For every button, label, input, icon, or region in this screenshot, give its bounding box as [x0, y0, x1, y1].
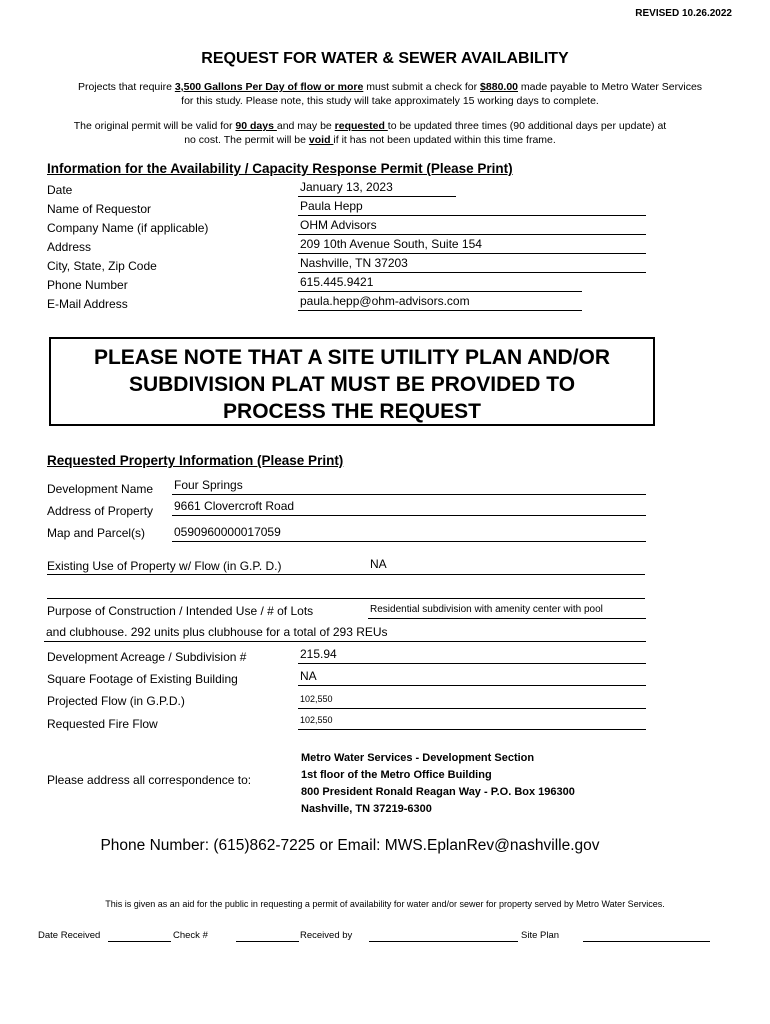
correspondence-label: Please address all correspondence to: [47, 773, 252, 787]
fire-flow-label: Requested Fire Flow [47, 717, 158, 731]
fee-notice [40, 80, 740, 108]
validity-text: to be updated three times (90 additional days per update) at [387, 120, 667, 132]
fee-amount: $880.00 [480, 81, 519, 93]
validity-requested: requested [334, 120, 388, 132]
phone-label: Phone Number [47, 278, 128, 292]
projected-flow-field[interactable]: 102,550 [298, 692, 646, 709]
aid-disclaimer: This is given as an aid for the public in requesting a permit of availability for water and/or sewer for property served by Metro Water Services. [105, 899, 665, 909]
mws-address-line: 1st floor of the Metro Office Building [301, 769, 492, 781]
existing-use-line [47, 563, 645, 575]
development-name-label: Development Name [47, 482, 154, 496]
sqft-label: Square Footage of Existing Building [47, 672, 238, 686]
requestor-section-heading: Information for the Availability / Capacity Response Permit (Please Print) [47, 161, 513, 176]
email-field[interactable]: paula.hepp@ohm-advisors.com [298, 294, 582, 311]
address-field[interactable]: 209 10th Avenue South, Suite 154 [298, 237, 646, 254]
purpose-label: Purpose of Construction / Intended Use / # of Lots [47, 604, 314, 618]
date-received-label: Date Received [38, 930, 101, 941]
parcel-field[interactable]: 0590960000017059 [172, 525, 646, 542]
site-plan-notice-box [49, 337, 655, 426]
fee-text: made payable to Metro Water Services [518, 81, 703, 93]
property-address-label: Address of Property [47, 504, 154, 518]
purpose-field[interactable]: Residential subdivision with amenity center with pool [368, 602, 646, 619]
mws-address [301, 750, 575, 818]
acreage-label: Development Acreage / Subdivision # [47, 650, 247, 664]
validity-void: void [308, 134, 334, 146]
mws-address-line: Metro Water Services - Development Section [301, 752, 535, 764]
validity-text: and may be [276, 120, 335, 132]
address-label: Address [47, 240, 92, 254]
site-plan-label: Site Plan [521, 930, 560, 941]
projected-flow-label: Projected Flow (in G.P.D.) [47, 694, 185, 708]
email-label: E-Mail Address [47, 297, 128, 311]
check-line[interactable] [236, 930, 299, 942]
validity-notice [20, 119, 720, 147]
date-label: Date [47, 183, 73, 197]
validity-text: if it has not been updated within this time frame. [333, 134, 556, 146]
purpose-continued-field[interactable]: and clubhouse. 292 units plus clubhouse for a total of 293 REUs [44, 625, 646, 642]
form-title: REQUEST FOR WATER & SEWER AVAILABILITY [201, 50, 569, 67]
validity-text: The original permit will be valid for [73, 120, 236, 132]
city-field[interactable]: Nashville, TN 37203 [298, 256, 646, 273]
property-section-heading: Requested Property Information (Please Print) [47, 453, 344, 468]
received-by-label: Received by [300, 930, 353, 941]
parcel-label: Map and Parcel(s) [47, 526, 146, 540]
requestor-name-field[interactable]: Paula Hepp [298, 199, 646, 216]
notice-line: PROCESS THE REQUEST [223, 400, 481, 423]
sqft-field[interactable]: NA [298, 669, 646, 686]
notice-line: SUBDIVISION PLAT MUST BE PROVIDED TO [128, 373, 576, 396]
fire-flow-field[interactable]: 102,550 [298, 713, 646, 730]
property-address-field[interactable]: 9661 Clovercroft Road [172, 499, 646, 516]
requestor-name-label: Name of Requestor [47, 202, 152, 216]
city-label: City, State, Zip Code [47, 259, 157, 273]
phone-field[interactable]: 615.445.9421 [298, 275, 582, 292]
existing-use-line-2 [47, 587, 645, 599]
acreage-field[interactable]: 215.94 [298, 647, 646, 664]
company-field[interactable]: OHM Advisors [298, 218, 646, 235]
fee-text: Projects that require [77, 81, 175, 93]
existing-use-value[interactable]: NA [370, 557, 387, 571]
mws-address-line: 800 President Ronald Reagan Way - P.O. Box 196300 [301, 786, 575, 798]
development-name-field[interactable]: Four Springs [172, 478, 646, 495]
flow-threshold: 3,500 Gallons Per Day of flow or more [174, 81, 364, 93]
validity-period: 90 days [235, 120, 277, 132]
mws-address-line: Nashville, TN 37219-6300 [301, 803, 432, 815]
received-by-line[interactable] [369, 930, 518, 942]
existing-use-label: Existing Use of Property w/ Flow (in G.P. D.) [47, 559, 282, 573]
company-label: Company Name (if applicable) [47, 221, 209, 235]
check-label: Check # [173, 930, 208, 941]
fee-text: must submit a check for [363, 81, 481, 93]
notice-line: PLEASE NOTE THAT A SITE UTILITY PLAN AND/OR [93, 346, 611, 369]
fee-text: for this study. Please note, this study will take approximately 15 working days to complete. [181, 95, 599, 107]
date-field[interactable]: January 13, 2023 [298, 180, 456, 197]
date-received-line[interactable] [108, 930, 171, 942]
validity-text: no cost. The permit will be [184, 134, 309, 146]
revision-date: REVISED 10.26.2022 [635, 8, 732, 19]
contact-line: Phone Number: (615)862-7225 or Email: MWS.EplanRev@nashville.gov [100, 837, 600, 854]
site-plan-line[interactable] [583, 930, 710, 942]
